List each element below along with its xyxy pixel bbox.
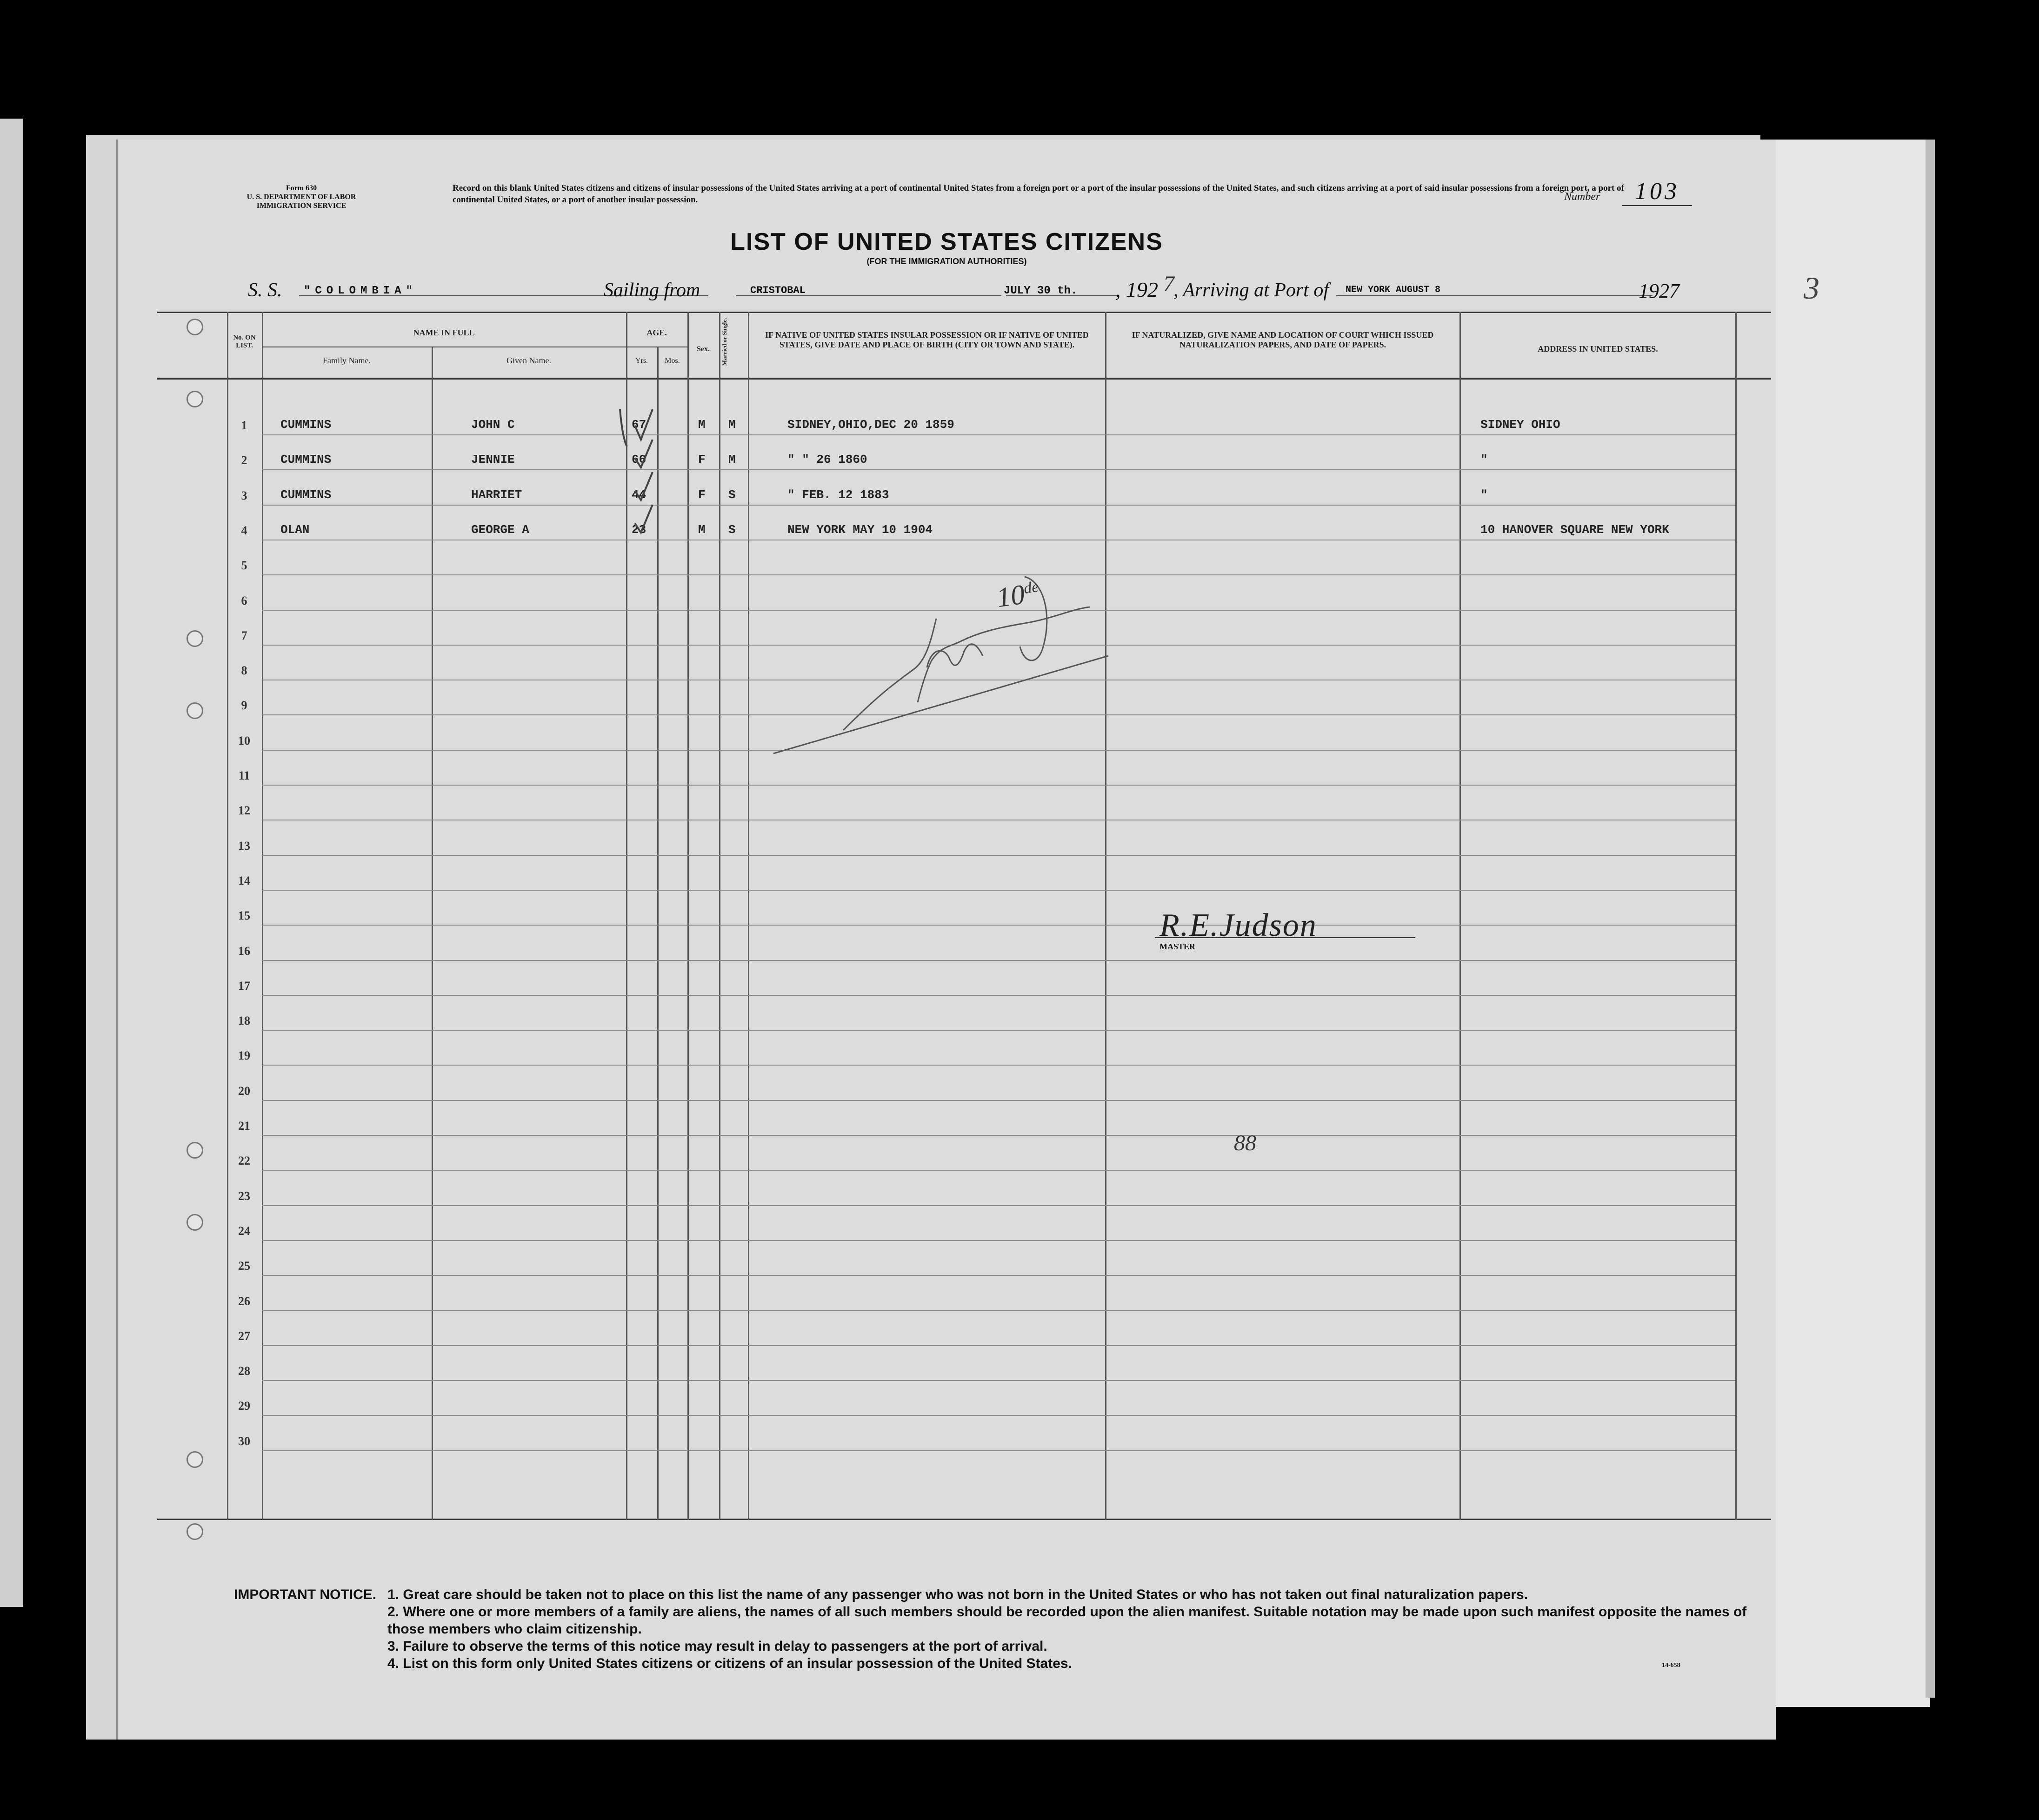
table-header-border — [157, 378, 1771, 380]
col-divider-marital — [719, 312, 720, 1520]
notice-item: 3. Failure to observe the terms of this notice may result in delay to passengers at the port of arrival. — [387, 1639, 1047, 1654]
col-birth-header: IF NATIVE OF UNITED STATES INSULAR POSSESSION OR IF NATIVE OF UNITED STATES, GIVE DATE AND PLACE OF BIRTH (CITY OR TOWN AND STATE). — [765, 330, 1089, 349]
row-number: 20 — [238, 1084, 250, 1098]
col-divider-family — [262, 312, 263, 1520]
address-cell: " — [1480, 488, 1488, 502]
given-name-cell: HARRIET — [471, 488, 522, 502]
row-rule — [262, 1450, 1735, 1451]
row-number: 29 — [238, 1399, 250, 1413]
notice-item: 1. Great care should be taken not to place on this list the name of any passenger who was not born in the United States or who has not taken out final naturalization papers. — [387, 1587, 1528, 1602]
notice-item: 2. Where one or more members of a family are aliens, the names of all such members should be recorded upon the alien manifest. Suitable notation may be made upon such manifest opposite the names of those members who claim citizenship. — [387, 1604, 1747, 1637]
sex-cell: M — [698, 523, 706, 537]
row-number: 26 — [238, 1294, 250, 1308]
row-number: 7 — [241, 629, 247, 642]
col-no-header: No. ON LIST. — [233, 334, 256, 349]
row-number: 18 — [238, 1014, 250, 1027]
row-number: 12 — [238, 804, 250, 817]
row-rule — [262, 1275, 1735, 1276]
birth-place-date-cell: SIDNEY,OHIO,DEC 20 1859 — [787, 418, 954, 432]
row-rule — [262, 1100, 1735, 1101]
family-name-cell: CUMMINS — [280, 418, 332, 432]
col-family-header: Family Name. — [323, 356, 371, 365]
year-handwritten: 7 — [1163, 272, 1174, 296]
year-prefix: , 192 — [1115, 278, 1158, 301]
marital-status-cell: S — [728, 523, 736, 537]
punch-hole — [187, 702, 203, 719]
punch-hole — [187, 1214, 203, 1231]
row-rule — [262, 925, 1735, 926]
department: U. S. DEPARTMENT OF LABOR — [247, 193, 356, 201]
age-years-cell: 23 — [632, 523, 646, 537]
col-age-header: AGE. — [646, 328, 667, 337]
col-naturalized-header: IF NATURALIZED, GIVE NAME AND LOCATION OF COURT WHICH ISSUED NATURALIZATION PAPERS, AND DATE OF PAPERS. — [1132, 330, 1434, 349]
row-number: 5 — [241, 559, 247, 572]
sex-cell: F — [698, 488, 706, 502]
sailing-from-label: Sailing from — [604, 280, 700, 301]
number-label: Number — [1564, 191, 1600, 203]
row-rule — [262, 995, 1735, 996]
adjacent-page-right — [1767, 140, 1930, 1707]
notice-heading: IMPORTANT NOTICE. — [234, 1587, 377, 1602]
col-address-header: ADDRESS IN UNITED STATES. — [1538, 344, 1658, 353]
margin-number: 3 — [1804, 270, 1819, 306]
age-years-cell: 44 — [632, 488, 646, 502]
col-divider-address — [1459, 312, 1461, 1520]
row-rule — [262, 505, 1735, 506]
row-number: 21 — [238, 1119, 250, 1133]
ss-label: S. S. — [248, 280, 282, 301]
row-rule — [262, 1135, 1735, 1136]
address-cell: 10 HANOVER SQUARE NEW YORK — [1480, 523, 1669, 537]
row-number: 27 — [238, 1329, 250, 1343]
departure-date: JULY 30 th. — [1004, 285, 1078, 297]
adjacent-page-edge-left — [0, 119, 23, 1607]
col-divider-birth — [748, 312, 749, 1520]
birth-place-date-cell: " FEB. 12 1883 — [787, 488, 889, 502]
handwritten-note — [995, 576, 1042, 614]
row-number: 9 — [241, 699, 247, 712]
checkmarks-annotation — [606, 395, 680, 549]
family-name-cell: CUMMINS — [280, 453, 332, 467]
table-bottom-border — [157, 1519, 1771, 1520]
master-label: MASTER — [1159, 942, 1196, 951]
given-name-cell: JOHN C — [471, 418, 515, 432]
marital-status-cell: M — [728, 418, 736, 432]
sex-cell: F — [698, 453, 706, 467]
page-title: LIST OF UNITED STATES CITIZENS — [730, 228, 1163, 255]
row-rule — [262, 434, 1735, 435]
list-number: 103 — [1622, 178, 1692, 206]
marital-status-cell: M — [728, 453, 736, 467]
row-rule — [262, 1065, 1735, 1066]
row-number: 22 — [238, 1154, 250, 1167]
service: IMMIGRATION SERVICE — [256, 202, 346, 210]
col-divider-sex — [687, 312, 689, 1520]
punch-hole — [187, 1451, 203, 1468]
col-given-header: Given Name. — [506, 356, 551, 365]
row-rule — [262, 1345, 1735, 1346]
row-number: 19 — [238, 1049, 250, 1062]
row-number: 25 — [238, 1259, 250, 1273]
binding-shadow — [1926, 140, 1935, 1698]
row-number: 1 — [241, 419, 247, 432]
row-rule — [262, 1415, 1735, 1416]
address-cell: " — [1480, 453, 1488, 467]
col-yrs-header: Yrs. — [635, 357, 648, 365]
row-number: 17 — [238, 979, 250, 993]
col-marital-header: Married or Single. — [721, 318, 728, 366]
age-years-cell: 66 — [632, 453, 646, 467]
row-rule — [262, 785, 1735, 786]
arrival-port-date: NEW YORK AUGUST 8 — [1346, 285, 1441, 295]
family-name-cell: OLAN — [280, 523, 310, 537]
row-number: 8 — [241, 664, 247, 677]
marital-status-cell: S — [728, 488, 736, 502]
family-name-cell: CUMMINS — [280, 488, 332, 502]
form-number: Form 630 — [286, 184, 317, 192]
arriving-label: , Arriving at Port of — [1173, 280, 1329, 301]
ship-name: "COLOMBIA" — [304, 285, 418, 297]
notice-items — [387, 1586, 1755, 1672]
col-name-group-header: NAME IN FULL — [413, 328, 475, 337]
age-years-cell: 67 — [632, 418, 646, 432]
col-divider-given — [432, 347, 433, 1520]
given-name-cell: GEORGE A — [471, 523, 529, 537]
arrival-underline — [1336, 295, 1653, 296]
row-rule — [262, 890, 1735, 891]
page-subtitle: (FOR THE IMMIGRATION AUTHORITIES) — [866, 257, 1027, 266]
punch-hole — [187, 630, 203, 647]
birth-place-date-cell: NEW YORK MAY 10 1904 — [787, 523, 933, 537]
punch-hole — [187, 319, 203, 335]
arrival-year: 1927 — [1639, 280, 1679, 302]
row-rule — [262, 1240, 1735, 1241]
row-rule — [262, 960, 1735, 961]
row-number: 23 — [238, 1189, 250, 1203]
row-rule — [262, 855, 1735, 856]
row-rule — [262, 1030, 1735, 1031]
row-number: 16 — [238, 944, 250, 958]
row-rule — [262, 469, 1735, 470]
handwritten-note-main: 10 — [994, 579, 1027, 613]
master-signature: R.E.Judson — [1159, 907, 1317, 943]
row-number: 15 — [238, 909, 250, 922]
notice-item: 4. List on this form only United States citizens or citizens of an insular possession of the United States. — [387, 1656, 1072, 1671]
row-number: 6 — [241, 594, 247, 607]
col-mos-header: Mos. — [665, 357, 680, 365]
birth-place-date-cell: " " 26 1860 — [787, 453, 867, 467]
col-divider-end — [1735, 312, 1737, 1520]
address-cell: SIDNEY OHIO — [1480, 418, 1560, 432]
row-number: 14 — [238, 874, 250, 887]
row-number: 3 — [241, 489, 247, 502]
sex-cell: M — [698, 418, 706, 432]
handwritten-note-sup: de — [1022, 578, 1040, 597]
manifest-page — [116, 140, 1819, 1740]
row-rule — [262, 1170, 1735, 1171]
row-rule — [262, 1310, 1735, 1311]
punch-hole — [187, 1523, 203, 1540]
row-number: 4 — [241, 524, 247, 537]
row-number: 24 — [238, 1224, 250, 1238]
form-id-block — [225, 184, 378, 210]
print-code: 14-658 — [1662, 1662, 1680, 1669]
punch-hole — [187, 391, 203, 407]
row-rule — [262, 1380, 1735, 1381]
sailing-port: CRISTOBAL — [750, 285, 806, 296]
col-divider-naturalized — [1105, 312, 1106, 1520]
row-number: 13 — [238, 839, 250, 853]
row-number: 28 — [238, 1364, 250, 1378]
row-number: 11 — [238, 769, 250, 782]
table-top-border — [157, 312, 1771, 313]
inspector-scrawl — [764, 507, 1206, 767]
margin-scribble: 88 — [1234, 1131, 1256, 1155]
punch-hole — [187, 1142, 203, 1159]
row-number: 2 — [241, 453, 247, 467]
given-name-cell: JENNIE — [471, 453, 515, 467]
instructions-text: Record on this blank United States citizens and citizens of insular possessions of the United States arriving at a port of continental United States from a foreign port or a port of the insular possessions of the United States, and such citizens arriving at a port of said insular possessions from a foreign port, a port of continental United States, or a port of another insular possession. — [453, 183, 1624, 205]
row-rule — [262, 1205, 1735, 1206]
col-sex-header: Sex. — [697, 345, 710, 353]
row-number: 30 — [238, 1434, 250, 1448]
row-number: 10 — [238, 734, 250, 747]
